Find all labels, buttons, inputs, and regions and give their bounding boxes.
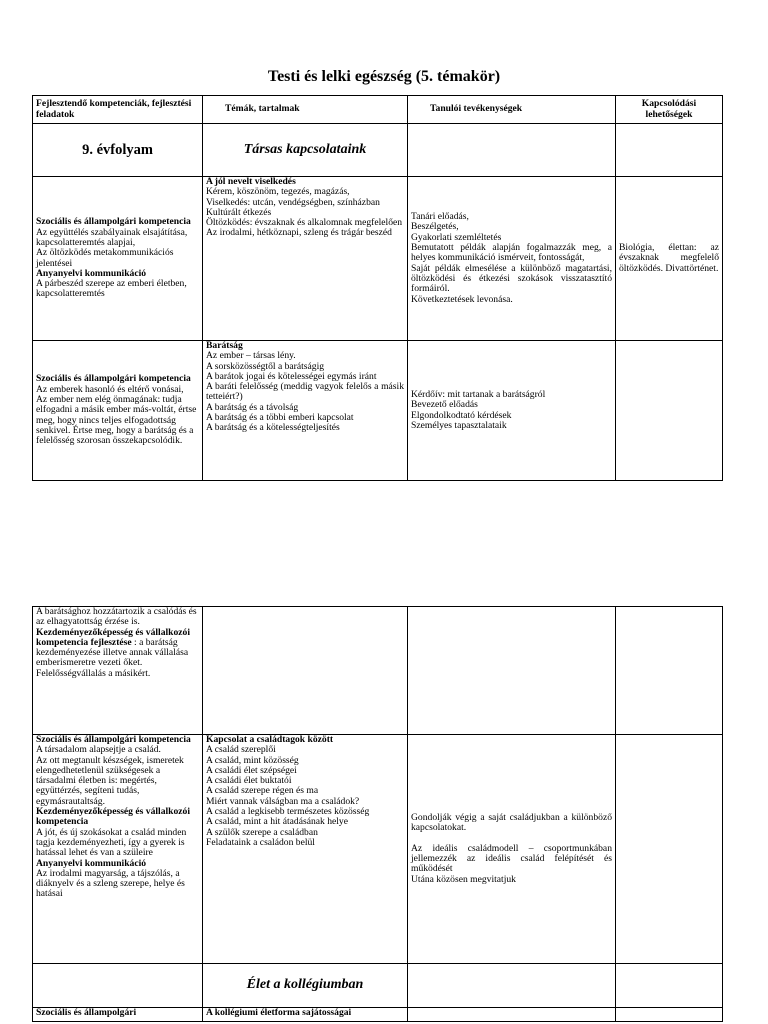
section-title-social: Társas kapcsolataink — [203, 124, 408, 177]
activities-cell — [408, 177, 616, 341]
section-row-dormitory — [33, 964, 723, 1008]
empty-cell — [616, 124, 723, 177]
list-item: Az öltözködés metakommunikációs jelentései — [36, 247, 174, 269]
empty-cell — [408, 607, 616, 735]
list-heading: Szociális és állampolgári kompetencia — [36, 373, 191, 385]
list-item: Az együttélés szabályainak elsajátítása, kapcsolatteremtés alapjai, — [36, 226, 188, 248]
activity-item: Utána közösen megvitatjuk — [411, 873, 516, 885]
competency-list — [36, 217, 199, 299]
competency-heading: Szociális és állampolgári — [36, 1007, 137, 1018]
competency-list — [36, 374, 199, 446]
list-item: A társadalom alapsejtje a család. — [36, 744, 161, 756]
list-item: Kultúrált étkezés — [206, 206, 272, 218]
list-item: Beszélgetés, — [411, 221, 459, 233]
list-item: Személyes tapasztalataik — [411, 419, 507, 431]
list-item: Gyakorlati szemléltetés — [411, 231, 502, 243]
list-item: A párbeszéd szerepe az emberi életben, kapcsolatteremtés — [36, 278, 187, 300]
header-competencies: Fejlesztendő kompetenciák, fejlesztési feladatok — [33, 96, 203, 124]
list-item: Az ott megtanult készségek, ismeretek elengedhetetlenül szükségesek a társadalmi életben is: megértés, együttérzés, segítenі tudás, egymásrautaltság. — [36, 754, 184, 807]
list-heading: Anyanyelvi kommunikáció — [36, 857, 147, 869]
header-links: Kapcsolódási lehetőségek — [616, 96, 723, 124]
list-heading: Barátság — [206, 340, 243, 351]
list-item: A család, mint közösség — [206, 754, 299, 766]
activity-list — [411, 390, 612, 431]
empty-cell — [616, 735, 723, 964]
empty-cell — [33, 964, 203, 1008]
competency-cell — [33, 735, 203, 964]
topic-list — [206, 177, 404, 239]
competency-list — [36, 735, 199, 900]
curriculum-table-bottom — [32, 606, 723, 1022]
list-item: Bemutatott példák alapján fogalmazzák meg, a helyes kommunikáció ismérveit, fontosságát, — [411, 242, 612, 264]
list-item: A család szerepe régen és ma — [206, 785, 319, 797]
activities-cell — [408, 735, 616, 964]
table-row-dormitory — [33, 1008, 723, 1022]
table-row-friendship — [33, 341, 723, 481]
competency-text: A barátsághoz hozzátartozik a csalódás és az elhagyatottság érzése is. — [36, 606, 197, 628]
list-item: Az irodalmi magyarság, a tájszólás, a diáknyelv és a szleng szerepe, helye és hatásai — [36, 867, 185, 900]
empty-cell — [616, 1008, 723, 1022]
list-item: A barátság és a többi emberi kapcsolat — [206, 412, 354, 424]
empty-cell — [408, 1008, 616, 1022]
list-heading: Anyanyelvi kommunikáció — [36, 267, 147, 279]
list-item: A barátság és a távolság — [206, 401, 299, 413]
list-item: A barátság és a kötelességteljesítés — [206, 422, 340, 434]
list-item: A jót, és új szokásokat a család minden tagja kezdeményezheti, így a gyerek is hatással lehet és van a szüleire — [36, 826, 187, 859]
list-item: A család, mint a hit átadásának helye — [206, 816, 348, 828]
table-header-row — [33, 96, 723, 124]
list-item: Bevezető előadás — [411, 399, 478, 411]
list-item: A családi élet szépségei — [206, 764, 297, 776]
topic-list — [206, 735, 404, 848]
empty-cell — [616, 964, 723, 1008]
list-heading: Szociális és állampolgári kompetencia — [36, 216, 191, 228]
list-item: Elgondolkodtató kérdések — [411, 409, 512, 421]
competency-cell — [33, 341, 203, 481]
list-item: Viselkedés: utcán, vendégségben, színházban — [206, 196, 380, 208]
list-item: Az irodalmi, hétköznapi, szleng és trágár beszéd — [206, 227, 392, 239]
grade-label: 9. évfolyam — [33, 124, 203, 177]
list-item: Tanári előadás, — [411, 211, 469, 223]
empty-cell — [616, 607, 723, 735]
grade-row — [33, 124, 723, 177]
activities-cell — [408, 341, 616, 481]
list-item: Az emberek hasonló és eltérő vonásai, — [36, 383, 184, 395]
competency-heading: Kezdeményezőképesség és vállalkozói kompetencia fejlesztése — [36, 626, 191, 648]
list-item: Kérdőív: mit tartanak a barátságról — [411, 388, 546, 400]
list-heading: Kezdeményezőképesség és vállalkozói kompetencia — [36, 806, 191, 828]
activity-item: Gondolják végig a saját családjukban a különböző kapcsolatokat. — [411, 812, 612, 834]
competency-text: : a barátság kezdeményezése illetve annak vállalása emberismeretre vezeti őket. Felelősségvállalás a másikért. — [36, 636, 189, 679]
list-item: A család a legkisebb természetes közösség — [206, 806, 370, 818]
table-row-behaviour — [33, 177, 723, 341]
list-item: A barátok jogai és kötelességei egymás iránt — [206, 370, 377, 382]
list-item: Miért vannak válságban ma a családok? — [206, 795, 360, 807]
topics-cell — [203, 1008, 408, 1022]
table-row-friendship-cont — [33, 607, 723, 735]
table-row-family — [33, 735, 723, 964]
list-heading: Kapcsolat a családtagok között — [206, 734, 334, 745]
document-title: Testi és lelki egészség (5. témakör) — [267, 68, 501, 85]
empty-cell — [616, 341, 723, 481]
empty-cell — [408, 124, 616, 177]
list-heading: A jól nevelt viselkedés — [206, 176, 296, 187]
list-item: Feladataink a családon belül — [206, 836, 315, 848]
header-activities: Tanulói tevékenységek — [408, 96, 616, 124]
activity-item: Az ideális családmodell – csoportmunkában jellemezzék az ideális család felépítését és működését — [411, 842, 612, 875]
list-item: A baráti felelősség (meddig vagyok felelős a másik tetteiért?) — [206, 381, 404, 403]
competency-cell — [33, 1008, 203, 1022]
list-heading: Szociális és állampolgári kompetencia — [36, 734, 191, 745]
list-item: A család szereplői — [206, 744, 276, 756]
activity-list — [411, 212, 612, 305]
list-item: Öltözködés: évszaknak és alkalomnak megfelelően — [206, 217, 403, 229]
list-item: Kérem, köszönöm, tegezés, magázás, — [206, 186, 350, 198]
list-item: A sorsközösségtől a barátságig — [206, 360, 325, 372]
competency-cell — [33, 177, 203, 341]
competency-cell — [33, 607, 203, 735]
empty-cell — [203, 607, 408, 735]
list-item: Az ember nem elég önmagának: tudja elfogadni a másik ember más-voltát, értse meg, hogy nincs teljes elfogadottság senkivel. Értse meg, hogy a barátság és a felelősség szorosan összekapcsolódik. — [36, 394, 197, 447]
list-item: Saját példák elmesélése a különböző magatartási, öltözködési és étkezési szokások visszatasztító formáiról. — [411, 262, 612, 295]
list-item: Az ember – társas lény. — [206, 350, 296, 362]
header-topics: Témák, tartalmak — [203, 96, 408, 124]
topics-cell — [203, 177, 408, 341]
topic-heading: A kollégiumi életforma sajátosságai — [206, 1007, 352, 1018]
topic-list — [206, 341, 404, 434]
list-item: A családi élet buktatói — [206, 775, 292, 787]
topics-cell — [203, 735, 408, 964]
empty-cell — [408, 964, 616, 1008]
links-cell: Biológia, élettan: az évszaknak megfelelő öltözködés. Divattörténet. — [616, 177, 723, 341]
topics-cell — [203, 341, 408, 481]
list-item: Következtetések levonása. — [411, 293, 513, 305]
section-title-dormitory: Élet a kollégiumban — [203, 964, 408, 1008]
list-item: A szülők szerepe a családban — [206, 826, 318, 838]
curriculum-table-top — [32, 95, 723, 481]
